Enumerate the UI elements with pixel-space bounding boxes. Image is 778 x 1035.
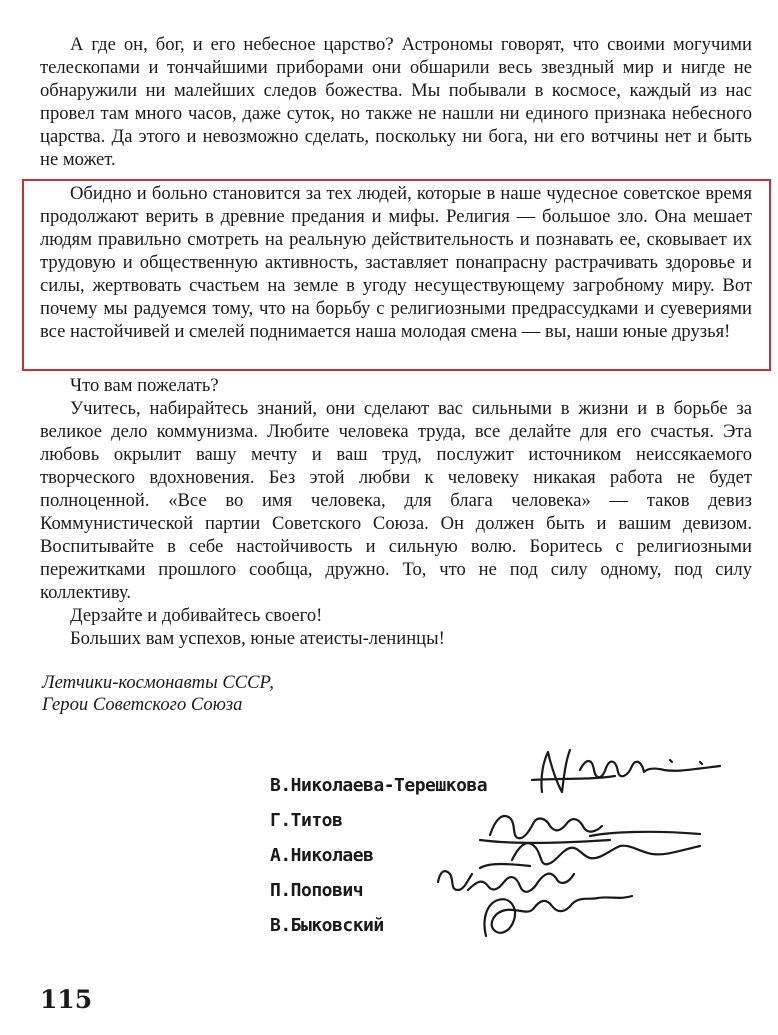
signature-popovich	[438, 864, 574, 892]
paragraph: Учитесь, набирайтесь знаний, они сделают вас сильными в жизни и в борьбе за великое дело коммунизма. Любите человека труда, все делайте для его счастья. Эта любовь окрылит вашу мечту и ваш труд, послужит источником неиссякаемого творческого вдохновения. Без этой любви к человеку никакая работа не будет полноценной. «Все во имя человека, для блага человека» — таков девиз Коммунистической партии Советского Союза. Он должен быть и вашим девизом. Воспитывайте в себе настойчивость и сильную волю. Боритесь с религиозными пережитками прошлого сообща, дружно. То, что не под силу одному, под силу коллективу.	[40, 398, 752, 603]
text-block-top	[40, 33, 752, 171]
paragraph: Что вам пожелать?	[70, 375, 219, 396]
text-block-highlighted	[40, 182, 752, 343]
signoff-line: Летчики-космонавты СССР,	[42, 672, 274, 693]
signature-tereshkova	[532, 750, 720, 792]
signature-titov	[480, 816, 610, 843]
page-number: 115	[40, 985, 93, 1014]
signature-nikolaev	[512, 832, 700, 864]
name-line: Г.Титов	[270, 810, 343, 831]
paragraph: Больших вам успехов, юные атеисты-ленинцы!	[70, 628, 445, 649]
name-line: П.Попович	[270, 880, 364, 901]
name-line: В.Быковский	[270, 915, 384, 936]
paragraph: Дерзайте и добивайтесь своего!	[70, 605, 323, 626]
highlighted-paragraph: Обидно и больно становится за тех людей, которые в наше чудесное советское время продолжают верить в древние предания и мифы. Религия — большое зло. Она мешает людям правильно смотреть на реальную действительность и познавать ее, сковывает их трудовую и общественную активность, заставляет понапрасну растрачивать здоровье и силы, жертвовать счастьем на земле в угоду несуществующему загробному миру. Вот почему мы радуемся тому, что на борьбу с религиозными предрассудками и суевериями все настойчивей и смелей поднимается наша молодая смена — вы, наши юные друзья!	[40, 183, 752, 342]
handwritten-signatures	[420, 740, 760, 950]
name-line: А.Николаев	[270, 845, 374, 866]
signoff	[42, 672, 274, 716]
signoff-line: Герои Советского Союза	[42, 694, 243, 715]
paragraph: А где он, бог, и его небесное царство? Астрономы говорят, что своими могучими телескопами и тончайшими приборами они обшарили весь звездный мир и нигде не обнаружили ни малейших следов божества. Мы побывали в космосе, каждый из нас провел там много часов, даже суток, но также не нашли ни единого признака небесного царства. Да этого и невозможно сделать, поскольку ни бога, ни его вотчины нет и быть не может.	[40, 34, 752, 170]
text-block-bottom	[40, 374, 752, 650]
signature-bykovsky	[485, 896, 633, 936]
name-line: В.Николаева-Терешкова	[270, 775, 488, 796]
